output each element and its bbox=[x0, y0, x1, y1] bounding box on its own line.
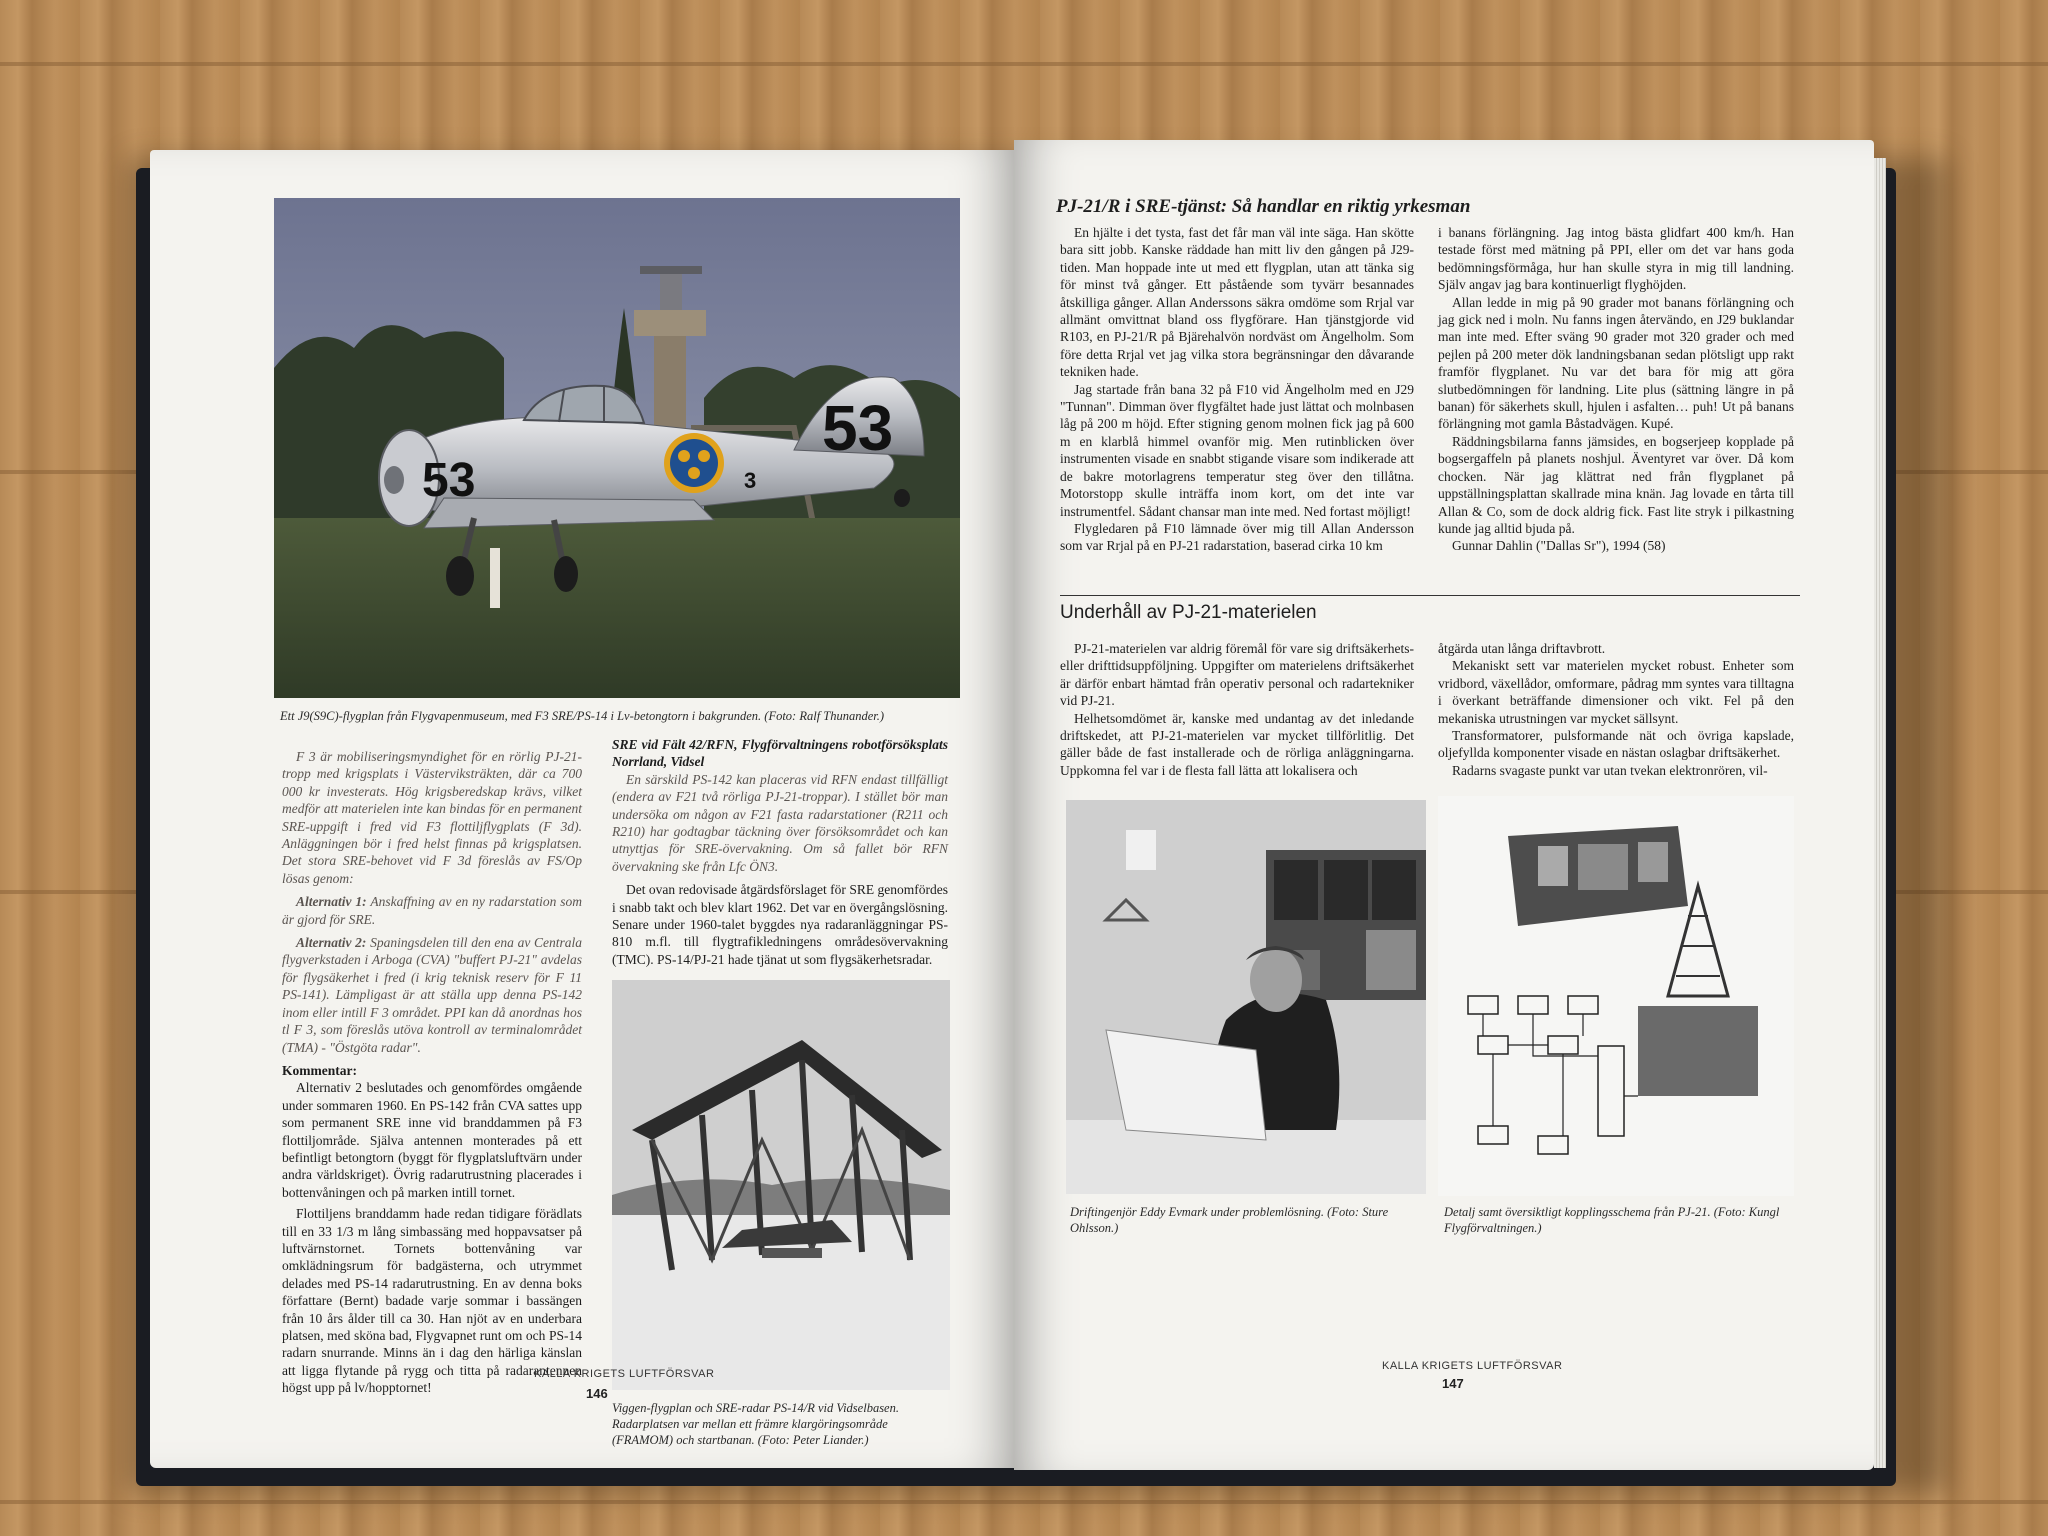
tail-number: 53 bbox=[822, 392, 894, 464]
section-col1-paragraph-1: PJ-21-materielen var aldrig föremål för vare sig driftsäkerhets- eller drifttidsuppföljning. Uppgifter om materielens driftsäkerhet är därför enbart hämtad från operativ personal och radartekniker vid PJ-21. bbox=[1060, 641, 1414, 709]
intro-paragraph: F 3 är mobiliseringsmyndighet för en rörlig PJ-21-tropp med krigsplats i Västerviksträkten, där ca 700 000 kr investerats. Hög krigsberedskap krävs, vilket medför att materielen inte kan bindas för en permanent SRE-uppgift i fred vid F3 flottiljflygplats (F 3d). Anläggningen bör i fred helst finnas på krigsplatsen. Det stora SRE-behovet vid F 3d föreslås av FS/Op lösas genom: bbox=[282, 749, 582, 886]
alternative-2 bbox=[282, 934, 582, 1056]
story-col1-paragraph-2: Jag startade från bana 32 på F10 vid Ängelholm med en J29 "Tunnan". Dimman över flygfältet hade just lättat och molnbasen låg på 200 m höjd. Efter stigning genom molnen fick jag på 600 m en klarblå himmel ovanför mig. Men rutinblicken över instrumenten visade en snabbt stigande visare som indikerade att de bakre motorlagrens temperatur steg över den tillåtna. Motorstopp skulle inträffa inom kort, om det inte var instrumentfel. Sådant chansar man inte med. Ned fortast möjligt! bbox=[1060, 381, 1414, 519]
story-col2-paragraph-2: Allan ledde in mig på 90 grader mot banans förlängning och jag gick ned i moln. Nu fanns ingen återvändo, en J29 buklandar man inte med. Efter sväng 90 grader mot 320 grader och med pejlen på 200 meter dök landningsbanan sedan plötsligt upp rakt framför flygplanet. Nu var det bara för mig att göra slutbedömningen för landning. Lite plus (sättning längre in på banan) för säkerhets skull, hjulen i asfalten… puh! Ut på banans förlängning mot gamla Båstadvägen. Kupé. bbox=[1438, 294, 1794, 432]
alt1-label: Alternativ 1: bbox=[296, 894, 367, 910]
story-col1-paragraph-1: En hjälte i det tysta, fast det får man väl inte säga. Han skötte bara sitt jobb. Kanske räddade han mitt liv den gången på J29-tiden. Man hoppade inte ut med ett flygplan, utan att tänka sig för minst två gånger. Ett påstående som tyvärr besannades åtskilliga gånger. Allan Anderssons säkra omdöme som Rrjal var allmänt omvittnat bland oss flygförare. Han tjänstgjorde vid R103, en PJ-21/R på Bjärehalvön nordväst om Ängelholm. Som före detta Rrjal vet jag vilka stora begränsningar den dåvarande tekniken hade. bbox=[1060, 225, 1414, 380]
story-col2-paragraph-3: Räddningsbilarna fanns jämsides, en bogserjeep kopplade på bogsergaffeln på planets noshjul. Äventyret var över. Då kom chocken. När jag klättrat ned från flygplanet på uppställningsplattan skallrade mina knän. Jag lovade en tårta till Allan & Co, som de dock aldrig fick. Fast lite stryk i pilkastning kunde jag alltid bjuda på. bbox=[1438, 433, 1794, 536]
right-page bbox=[1014, 140, 1874, 1470]
section-col2-paragraph-2: Mekaniskt sett var materielen mycket robust. Enheter som vridbord, växellådor, omformare, pådrag mm syntes vara tilltagna i överkant beträffande dimensioner och vikt. Fel på den mekaniska utrustningen var mycket sällsynt. bbox=[1438, 658, 1794, 726]
engineer-photo bbox=[1066, 800, 1426, 1194]
viggen-hangar-photo bbox=[612, 980, 950, 1390]
section-col1-paragraph-2: Helhetsomdömet är, kanske med undantag av det inledande driftskedet, att PJ-21-materielen var mycket tillförlitlig. Det gäller både de fast installerade och de rörliga anläggningarna. Uppkomna fel var i de flesta fall lätta att lokalisera och bbox=[1060, 710, 1414, 778]
section-col2-paragraph-3: Transformatorer, pulsformande nät och övriga kapslade, oljefyllda komponenter visade en nästan oslagbar driftsäkerhet. bbox=[1438, 728, 1794, 761]
alternative-1 bbox=[282, 893, 582, 928]
story-column-2 bbox=[1438, 224, 1794, 555]
page-edges bbox=[1874, 158, 1886, 1468]
right-footer-title: KALLA KRIGETS LUFTFÖRSVAR bbox=[1382, 1360, 1563, 1372]
schematic-photo-caption: Detalj samt översiktligt kopplingsschema från PJ-21. (Foto: Kungl Flygförvaltningen.) bbox=[1444, 1205, 1780, 1235]
vidsel-body-paragraph: Det ovan redovisade åtgärdsförslaget för SRE genomfördes i snabb takt och blev klart 1962. Det var en övergångslösning. Senare under 1960-talet byggdes nya radaranläggningar PS-810 m.fl. till flygtrafikledningens områdesövervakning (TMC). PS-14/PJ-21 hade tjänat ut som flygsäkerhetsradar. bbox=[612, 882, 948, 967]
story-title: PJ-21/R i SRE-tjänst: Så handlar en riktig yrkesman bbox=[1056, 196, 1471, 217]
schematic-photo bbox=[1438, 796, 1794, 1196]
story-signature: Gunnar Dahlin ("Dallas Sr"), 1994 (58) bbox=[1452, 538, 1666, 554]
nose-number: 53 bbox=[422, 454, 476, 507]
alt2-label: Alternativ 2: bbox=[296, 935, 367, 951]
aircraft-photo-caption: Ett J9(S9C)-flygplan från Flygvapenmuseum, med F3 SRE/PS-14 i Lv-betongtorn i bakgrunden. (Foto: Ralf Thunander.) bbox=[280, 709, 885, 723]
left-column-2 bbox=[612, 736, 948, 968]
engineer-photo-caption: Driftingenjör Eddy Evmark under problemlösning. (Foto: Sture Ohlsson.) bbox=[1070, 1205, 1389, 1235]
left-footer-title: KALLA KRIGETS LUFTFÖRSVAR bbox=[534, 1368, 715, 1380]
section-column-2 bbox=[1438, 640, 1794, 779]
vidsel-heading: SRE vid Fält 42/RFN, Flygförvaltningens robotförsöksplats Norrland, Vidsel bbox=[612, 737, 948, 770]
vidsel-italic-paragraph: En särskild PS-142 kan placeras vid RFN endast tillfälligt (endera av F21 två rörliga PJ-21-troppar). I stället bör man undersöka om någon av F21 fasta radarstationer (R211 och R210) har godtagbar täckning över försöksområdet och kan utnyttjas för SRE-övervakning. Om så fallet bör RFN övervakning ske från Lfc ÖN3. bbox=[612, 771, 948, 874]
section-col2-paragraph-4: Radarns svagaste punkt var utan tvekan elektronrören, vil- bbox=[1452, 762, 1768, 778]
section-col2-paragraph-1: åtgärda utan långa driftavbrott. bbox=[1438, 641, 1606, 656]
story-column-1 bbox=[1060, 224, 1414, 555]
alt2-text: Spaningsdelen till den ena av Centrala flygverkstaden i Arboga (CVA) "buffert PJ-21" avdelas för flygsäkerhet i fred (i krig teknisk reserv för F 11 PS-141). Lämpligast är att ställa upp denna PS-142 inom eller intill F 3 området. PPI kan då anordnas hos tl F 3, som föreslås utöva kontroll av terminalområdet (TMA) - "Östgöta radar". bbox=[282, 935, 582, 1055]
section-column-1 bbox=[1060, 640, 1414, 779]
viggen-photo-caption: Viggen-flygplan och SRE-radar PS-14/R vid Vidselbasen. Radarplatsen var mellan ett främre klargöringsområde (FRAMOM) och startbanan. (Foto: Peter Liander.) bbox=[612, 1401, 899, 1447]
section-title: Underhåll av PJ-21-materielen bbox=[1060, 602, 1317, 623]
comment-paragraph-2: Flottiljens branddamm hade redan tidigare förädlats till en 33 1/3 m lång simbassäng med hoppavsatser på luftvärnstornet. Tornets bottenvåning var omklädningsrum för badgästerna, och utrymmet delades med PS-14 radarutrustning. En av denna boks författare (Bernt) badade varje sommar i bassängen från 10 års ålder till ca 30. Han njöt av en underbara platsen, med sköna bad, Flygvapnet runt om och PS-14 radarn snurrande. Minns än i dag den härliga känslan att ligga flytande på rygg och titta på radarantennen högst upp på lv/hopptornet! bbox=[282, 1206, 582, 1396]
aircraft-photo bbox=[274, 198, 960, 698]
comment-paragraph-1: Alternativ 2 beslutades och genomfördes omgående under sommaren 1960. En PS-142 från CVA sattes upp som permanent SRE inne vid branddammen på F3 flottiljområde. Själva antennen monterades på ett befintligt betongtorn (byggt för flygplatsluftvärn under andra världskriget). Övrig radarutrustning placerades i bottenvåningen och på marken intill tornet. bbox=[282, 1080, 582, 1200]
right-page-number: 147 bbox=[1442, 1376, 1464, 1391]
fuselage-number: 3 bbox=[744, 468, 757, 493]
alt1-text: Anskaffning av en ny radarstation som är gjord för SRE. bbox=[282, 894, 583, 927]
left-page-number: 146 bbox=[586, 1386, 608, 1401]
story-col2-paragraph-1: i banans förlängning. Jag intog bästa glidfart 400 km/h. Han testade först med mätning på PPI, eller om det var hans goda bedömningsförmåga, hur han skulle styra in mig till landning. Själv angav jag bara kontinuerligt flyghöjden. bbox=[1438, 225, 1794, 293]
left-page bbox=[150, 150, 1014, 1468]
story-col1-paragraph-3: Flygledaren på F10 lämnade över mig till Allan Andersson som var Rrjal på en PJ-21 radarstation, baserad cirka 10 km bbox=[1060, 520, 1414, 554]
section-divider bbox=[1060, 595, 1800, 596]
left-column-1 bbox=[282, 748, 582, 1397]
comment-heading: Kommentar: bbox=[282, 1062, 357, 1078]
